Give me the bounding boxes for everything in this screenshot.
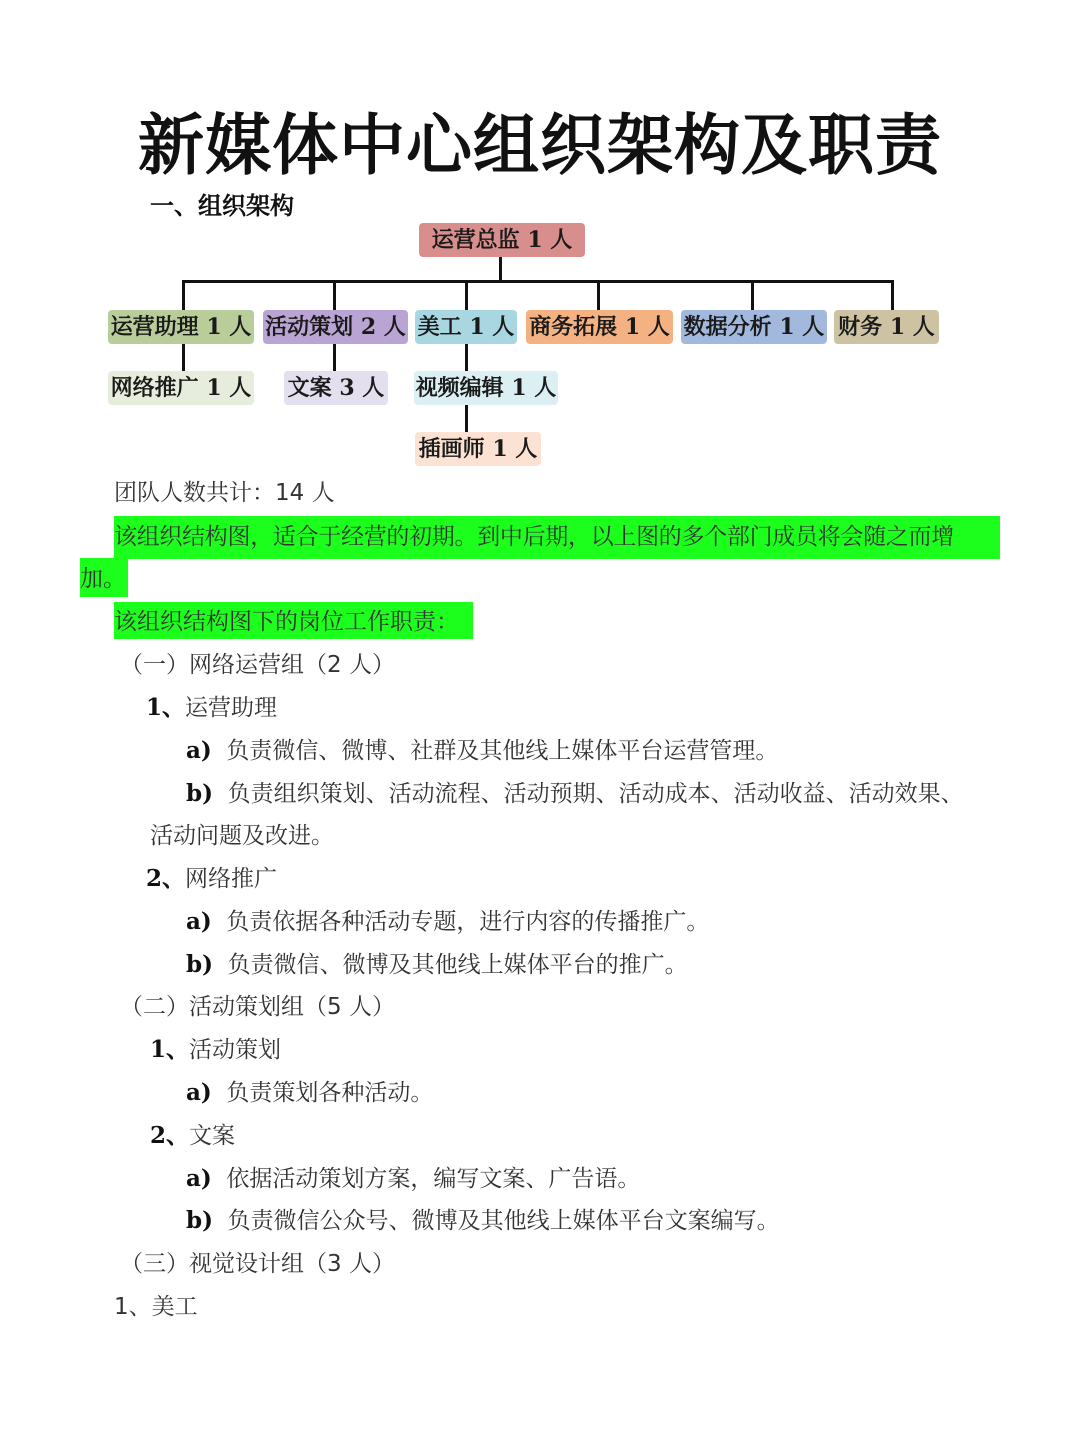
connector-line (182, 343, 185, 371)
connector-line (465, 343, 468, 371)
org-node-copywriting: 文案 3 人 (284, 371, 388, 405)
org-node-event-planning: 活动策划 2 人 (263, 310, 408, 344)
role-network-promotion: 网络推广 (185, 866, 278, 892)
item-label: a) (186, 1079, 212, 1106)
team-total: 团队人数共计：14 人 (114, 480, 335, 506)
duty-text: 负责微信、微博、社群及其他线上媒体平台运营管理。 (226, 738, 779, 764)
duty-text: 负责依据各种活动专题，进行内容的传播推广。 (226, 909, 710, 935)
connector-line (182, 280, 894, 283)
duty-text: 负责组织策划、活动流程、活动预期、活动成本、活动收益、活动效果、 (227, 781, 964, 807)
org-chart (0, 0, 1080, 480)
group-heading-visual-design: （三）视觉设计组（3 人） (120, 1251, 395, 1277)
org-node-operations-director: 运营总监 1 人 (419, 223, 585, 257)
connector-line (333, 343, 336, 371)
duty-text: 负责策划各种活动。 (226, 1080, 434, 1106)
note-line-1: 该组织结构图，适合于经营的初期。到中后期，以上图的多个部门成员将会随之而增 (114, 524, 954, 550)
org-node-data-analysis: 数据分析 1 人 (681, 310, 827, 344)
role-operations-assistant: 运营助理 (185, 695, 278, 721)
org-node-illustrator: 插画师 1 人 (415, 432, 541, 466)
org-node-video-editing: 视频编辑 1 人 (414, 371, 558, 405)
note-line-2: 加。 (80, 566, 126, 592)
group-heading-event-planning: （二）活动策划组（5 人） (120, 994, 395, 1020)
org-node-art: 美工 1 人 (415, 310, 517, 344)
role-art: 1、美工 (114, 1294, 198, 1320)
item-label: a) (186, 1165, 212, 1192)
section-heading-org: 一、组织架构 (150, 191, 294, 220)
item-label: a) (186, 737, 212, 764)
duty-text-continued: 活动问题及改进。 (150, 823, 334, 849)
connector-line (182, 280, 185, 310)
org-node-business-development: 商务拓展 1 人 (526, 310, 673, 344)
connector-line (499, 257, 502, 281)
connector-line (333, 280, 336, 310)
duty-text: 负责微信公众号、微博及其他线上媒体平台文案编写。 (227, 1208, 780, 1234)
group-heading-network-ops: （一）网络运营组（2 人） (120, 652, 395, 678)
duty-text: 负责微信、微博及其他线上媒体平台的推广。 (227, 952, 688, 978)
connector-line (751, 280, 754, 310)
connector-line (465, 280, 468, 310)
duty-text: 依据活动策划方案，编写文案、广告语。 (226, 1166, 641, 1192)
org-node-operations-assistant: 运营助理 1 人 (108, 310, 254, 344)
item-number: 1、 (146, 694, 186, 721)
duties-intro: 该组织结构图下的岗位工作职责： (114, 609, 459, 635)
role-copywriting: 文案 (189, 1123, 236, 1149)
role-event-planning: 活动策划 (189, 1037, 282, 1063)
connector-line (465, 404, 468, 432)
item-number: 1、 (150, 1036, 190, 1063)
connector-line (891, 280, 894, 310)
connector-line (597, 280, 600, 310)
item-label: b) (186, 780, 213, 807)
item-number: 2、 (146, 865, 186, 892)
item-number: 2、 (150, 1122, 190, 1149)
item-label: b) (186, 1207, 213, 1234)
item-label: b) (186, 951, 213, 978)
org-node-network-promotion: 网络推广 1 人 (108, 371, 254, 405)
item-label: a) (186, 908, 212, 935)
page-title: 新媒体中心组织架构及职责 (138, 106, 942, 184)
org-node-finance: 财务 1 人 (834, 310, 939, 344)
